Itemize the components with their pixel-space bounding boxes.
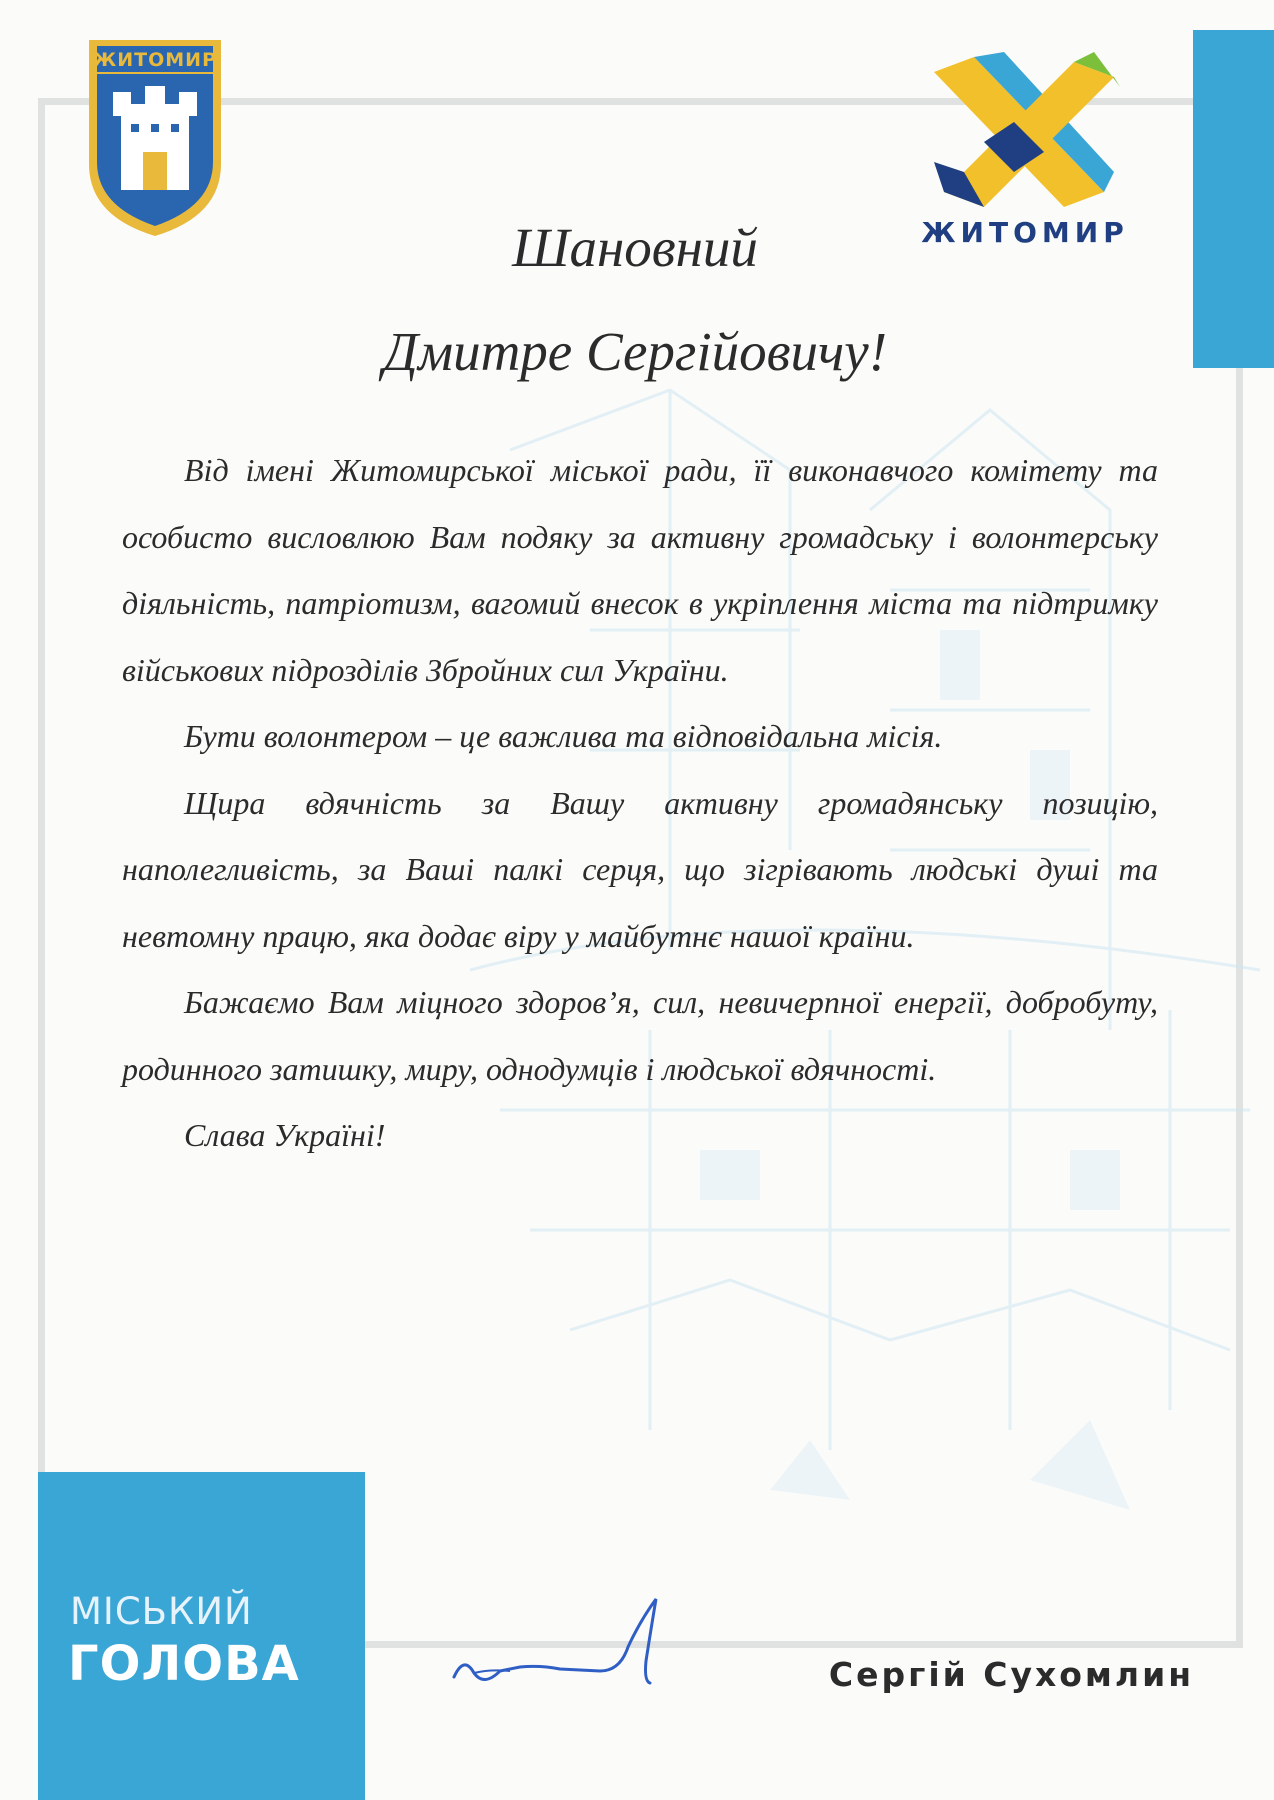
- greeting-title: Шановний: [512, 217, 758, 278]
- paragraph-thanks: Щира вдячність за Вашу активну громадянську позицію, наполегливість, за Ваші палкі серця, що зігрівають людські душі та невтомну працю, яка додає віру у майбутнє нашої країни.: [122, 784, 1158, 954]
- paragraph-mission: Бути волонтером – це важлива та відповідальна місія.: [184, 718, 943, 754]
- coat-of-arms-inscription: ЖИТОМИР: [93, 49, 218, 71]
- footer-title-line1: МІСЬКИЙ: [70, 1590, 253, 1633]
- paragraph-closing: Слава Україні!: [184, 1117, 386, 1153]
- letter-body: [122, 437, 1158, 1169]
- zhytomyr-x-logo-icon: [924, 52, 1124, 212]
- paragraph-wishes: Бажаємо Вам міцного здоров’я, сил, невичерпної енергії, добробуту, родинного затишку, миру, однодумців і людської вдячності.: [122, 984, 1158, 1087]
- recipient-name: Дмитре Сергійовичу!: [382, 321, 888, 382]
- brand-name: ЖИТОМИР: [921, 216, 1129, 249]
- signer-name: Сергій Сухомлин: [828, 1655, 1194, 1694]
- accent-side-bar: [1193, 30, 1274, 368]
- paragraph-gratitude: Від імені Житомирської міської ради, її виконавчого комітету та особисто висловлюю Вам подяку за активну громадську і волонтерську діяльність, патріотизм, вагомий внесок в укріплення міста та підтримку військових підрозділів Збройних сил України.: [122, 452, 1158, 688]
- handwritten-signature: [450, 1585, 720, 1695]
- footer-title-line2: ГОЛОВА: [68, 1636, 300, 1692]
